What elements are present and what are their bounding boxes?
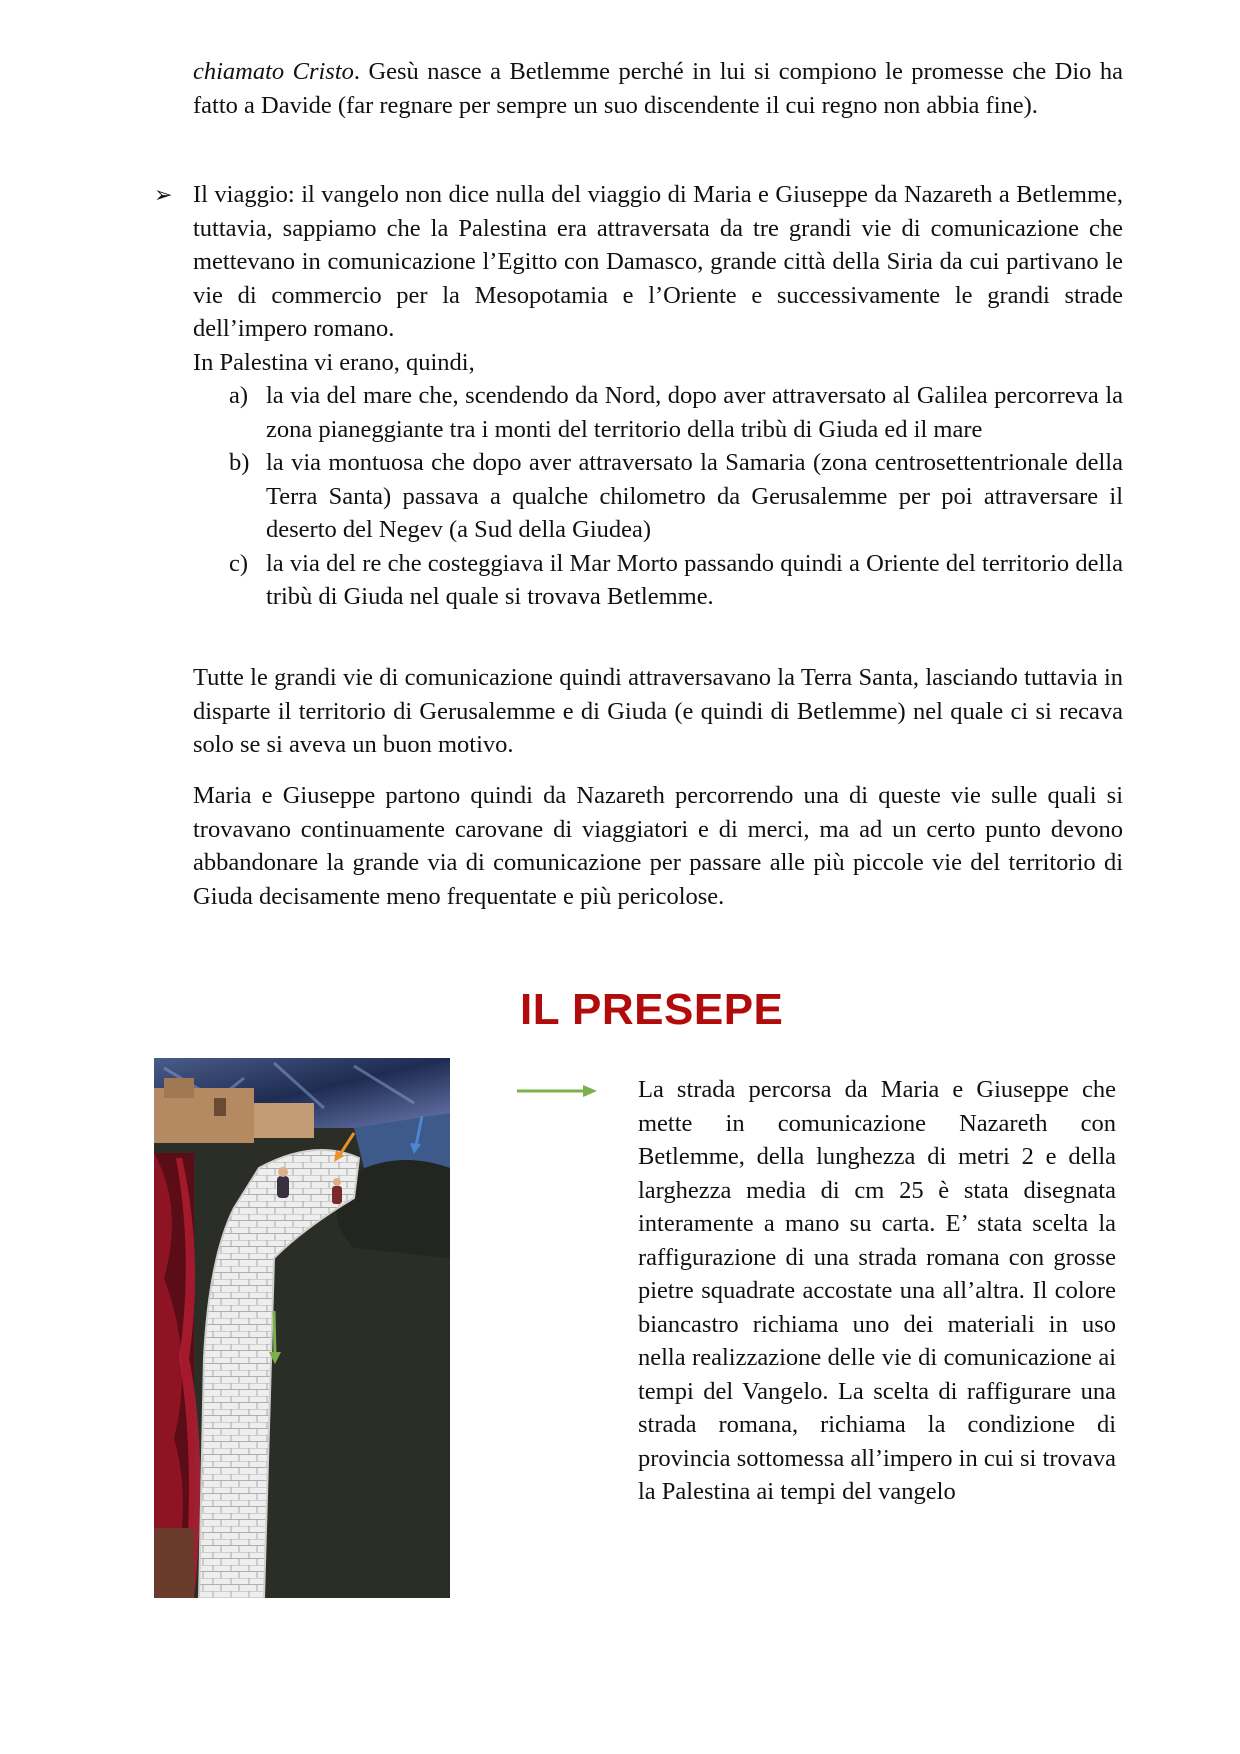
- partenza-paragraph-text: Maria e Giuseppe partono quindi da Nazareth percorrendo una di queste vie sulle quali si trovavano continuamente carovane di viaggiatori e di merci, ma ad un certo punto devono abbandonare la grande via di comunicazione per passare alle più piccole vie del territorio di Giuda decisamente meno frequentate e più pericolose.: [193, 782, 1123, 910]
- partenza-paragraph: [193, 779, 1123, 913]
- list-item-text: la via del mare che, scendendo da Nord, dopo aver attraversato al Galilea percorreva la zona pianeggiante tra i monti del territorio della tribù di Giuda ed il mare: [266, 382, 1123, 443]
- intro-italic-lead: chiamato Cristo: [193, 58, 354, 85]
- list-marker: c): [229, 549, 249, 577]
- list-marker: a): [229, 382, 249, 409]
- section-title: IL PRESEPE: [520, 985, 784, 1034]
- arrowhead-bullet-icon: ➢: [154, 182, 173, 207]
- vie-paragraph-text: Tutte le grandi vie di comunicazione quindi attraversavano la Terra Santa, lasciando tuttavia in disparte il territorio di Gerusalemme e di Giuda (e quindi di Betlemme) nel quale ci si recava solo se si aveva un buon motivo.: [193, 664, 1123, 758]
- intro-paragraph: [193, 55, 1123, 122]
- list-item: [229, 547, 1123, 614]
- list-item-text: la via del re che costeggiava il Mar Morto passando quindi a Oriente del territorio della tribù di Giuda nel quale si trovava Betlemme.: [266, 549, 1123, 610]
- list-item-text: la via montuosa che dopo aver attraversato la Samaria (zona centrosettentrionale della Terra Santa) passava a qualche chilometro da Gerusalemme per poi attraversare il deserto del Negev (a Sud della Giudea): [266, 449, 1123, 543]
- vie-paragraph: [193, 661, 1123, 762]
- photo-caption: [638, 1073, 1116, 1509]
- viaggio-list-intro: In Palestina vi erano, quindi,: [193, 348, 475, 376]
- photo-caption-text: La strada percorsa da Maria e Giuseppe che mette in comunicazione Nazareth con Betlemme, della lunghezza di metri 2 e della larghezza media di cm 25 è stata disegnata interamente a mano su carta. E’ stata scelta la raffigurazione di una strada romana con grosse pietre squadrate accostate una all’altra. Il colore biancastro richiama uno dei materiali in uso nella realizzazione delle vie di comunicazione ai tempi del Vangelo. La scelta di raffigurare una strada romana, richiama la condizione di provincia sottomessa all’impero in cui si trovava la Palestina ai tempi del vangelo: [638, 1076, 1116, 1505]
- list-item: [229, 446, 1123, 547]
- viaggio-bullet-block: [154, 178, 1123, 614]
- intro-text: . Gesù nasce a Betlemme perché in lui si compiono le promesse che Dio ha fatto a Davide (far regnare per sempre un suo discendente il cui regno non abbia fine).: [193, 58, 1123, 119]
- green-right-arrow-icon: [517, 1083, 597, 1099]
- presepe-photo: [154, 1058, 450, 1598]
- vie-list: [229, 379, 1123, 614]
- list-item: [229, 379, 1123, 446]
- viaggio-text: Il viaggio: il vangelo non dice nulla del viaggio di Maria e Giuseppe da Nazareth a Betlemme, tuttavia, sappiamo che la Palestina era attraversata da tre grandi vie di comunicazione che mettevano in comunicazione l’Egitto con Damasco, grande città della Siria da cui partivano le vie di commercio per la Mesopotamia e l’Oriente e successivamente le grandi strade dell’impero romano.: [193, 181, 1123, 342]
- list-marker: b): [229, 449, 250, 476]
